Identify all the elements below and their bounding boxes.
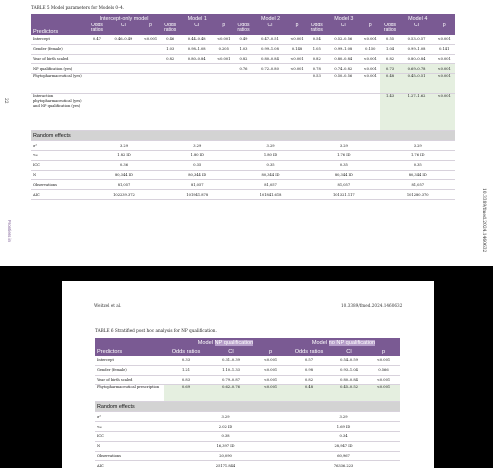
- table-5-re-value: 80,344 ID: [234, 170, 307, 180]
- table-6-re-value: 3.29: [287, 412, 400, 422]
- table-5-re-value: 0.35: [307, 160, 380, 170]
- table-5-cell: 0.78: [307, 64, 326, 74]
- table-5-cell: [234, 94, 253, 131]
- model-b-prefix: Model: [311, 339, 328, 346]
- table-5-cell: [214, 94, 234, 131]
- table-6-re-row: [95, 451, 400, 461]
- model-a-prefix: Model: [197, 339, 213, 346]
- table-5-re-value: 0.36: [87, 160, 160, 170]
- table-5-re-row: [31, 141, 455, 151]
- table-5-re-value: 80,344 ID: [161, 170, 234, 180]
- table-6-predictors-header: Predictors: [95, 347, 164, 356]
- table-5-cell: [87, 94, 106, 131]
- table-5: [31, 14, 455, 200]
- table-5-row: [31, 54, 455, 64]
- table-5-cell: <0.001: [360, 74, 380, 94]
- table-5-cell: 0.80–0.84: [326, 54, 360, 64]
- table-5-re-label: AIC: [31, 190, 87, 200]
- table-6-re-label: N: [95, 441, 164, 451]
- table-5-re-value: 1.76 ID: [380, 150, 455, 160]
- table-5-cell: <0.001: [433, 35, 455, 44]
- table-6-row-label: Intercept: [95, 356, 164, 365]
- table-6-cell: 0.62–0.76: [208, 385, 254, 402]
- table-5-re-value: 0.35: [380, 160, 455, 170]
- table-6-re-value: 3.29: [164, 412, 287, 422]
- table-5-cell: [107, 64, 141, 74]
- table-5-re-row: [31, 150, 455, 160]
- table-5-cell: [180, 74, 214, 94]
- table-5-cell: <0.001: [287, 35, 307, 44]
- table-5-subheader: p: [140, 23, 160, 35]
- table-5-cell: 0.99–1.08: [400, 44, 434, 54]
- table-5-cell: [161, 74, 180, 94]
- table-6-random-effects-row: [95, 402, 400, 412]
- table-5-cell: 0.53–0.57: [400, 35, 434, 44]
- table-5-cell: [140, 94, 160, 131]
- table-6-subheader: p: [367, 347, 400, 356]
- table-5-re-value: 101280.370: [380, 190, 455, 200]
- table-6-cell: 0.33: [164, 356, 208, 365]
- table-6-row-label: Gender (female): [95, 365, 164, 375]
- table-5-cell: [140, 54, 160, 64]
- table-5-re-value: 3.29: [234, 141, 307, 151]
- table-5-re-value: 81,057: [234, 180, 307, 190]
- table-5-cell: [326, 94, 360, 131]
- table-5-cell: 0.46: [161, 35, 180, 44]
- table-5-cell: 0.99–1.08: [326, 44, 360, 54]
- table-5-cell: 1.43: [380, 94, 399, 131]
- table-6-header-blank: [95, 338, 164, 347]
- table-6-cell: <0.001: [367, 375, 400, 385]
- table-5-model-header: Intercept-only model: [87, 14, 160, 23]
- table-5-cell: 0.98–1.08: [180, 44, 214, 54]
- table-5-cell: [87, 64, 106, 74]
- table-6-re-row: [95, 461, 400, 468]
- table-5-cell: <0.001: [360, 35, 380, 44]
- table-6-re-value: 60,967: [287, 451, 400, 461]
- table-5-re-value: 80,344 ID: [87, 170, 160, 180]
- table-6-model-a-header: [164, 338, 287, 347]
- table-5-row-label: NP qualification (yes): [31, 64, 87, 74]
- table-5-re-value: 81,057: [380, 180, 455, 190]
- table-6-re-row: [95, 412, 400, 422]
- table-5-cell: 0.47–0.51: [253, 35, 287, 44]
- table-5-cell: 1.03: [161, 44, 180, 54]
- table-5-cell: 0.82: [234, 54, 253, 64]
- table-5-cell: 0.74–0.82: [326, 64, 360, 74]
- table-5-cell: <0.001: [360, 64, 380, 74]
- table-5-re-row: [31, 180, 455, 190]
- table-5-random-effects-label: Random effects: [31, 131, 455, 141]
- table-5-cell: [360, 94, 380, 131]
- table-5-re-row: [31, 160, 455, 170]
- table-6-random-effects-label: Random effects: [95, 402, 400, 412]
- table-5-cell: [107, 44, 141, 54]
- table-6-re-value: 2.02 ID: [164, 422, 287, 432]
- table-5-re-value: 1.82 ID: [87, 150, 160, 160]
- table-6-subheader: CI: [331, 347, 367, 356]
- table-5-re-value: 3.29: [380, 141, 455, 151]
- table-5-cell: 0.47: [87, 35, 106, 44]
- table-5-re-label: N: [31, 170, 87, 180]
- table-5-cell: 0.80–0.84: [253, 54, 287, 64]
- table-5-cell: 0.50–0.56: [326, 74, 360, 94]
- table-5-subheader: Odds ratios: [380, 23, 399, 35]
- table-5-model-header: Model 1: [161, 14, 234, 23]
- table-5-cell: 0.80–0.84: [180, 54, 214, 64]
- table-5-row-label: Intercept: [31, 35, 87, 44]
- table-5-subheader: p: [360, 23, 380, 35]
- table-6-cell: <0.001: [254, 356, 287, 365]
- model-a-tag: NP qualification: [214, 339, 254, 346]
- table-5-cell: [107, 74, 141, 94]
- table-6-cell: 0.82: [287, 375, 331, 385]
- table-5-re-row: [31, 190, 455, 200]
- table-6-cell: 0.69: [164, 385, 208, 402]
- table-5-cell: <0.001: [287, 64, 307, 74]
- table-6-cell: <0.001: [254, 365, 287, 375]
- table-5-re-value: 101321.117: [307, 190, 380, 200]
- table-6-cell: <0.001: [367, 356, 400, 365]
- table-6-cell: 0.566: [367, 365, 400, 375]
- table-6-cell: 0.54–0.59: [331, 356, 367, 365]
- table-5-cell: 1.27–1.62: [400, 94, 434, 131]
- table-5-cell: [253, 94, 287, 131]
- table-5-row: [31, 44, 455, 54]
- table-5-re-value: 81,057: [307, 180, 380, 190]
- table-5-cell: 0.69–0.78: [400, 64, 434, 74]
- table-6-model-b-header: [287, 338, 400, 347]
- table-5-subheader: p: [214, 23, 234, 35]
- table-5-cell: <0.001: [287, 54, 307, 64]
- table-5-cell: 0.44–0.48: [180, 35, 214, 44]
- table-5-cell: 0.52–0.56: [326, 35, 360, 44]
- table-5-cell: <0.001: [433, 64, 455, 74]
- table-6-re-row: [95, 441, 400, 451]
- table-5-re-value: 101941.878: [161, 190, 234, 200]
- table-5-cell: [307, 94, 326, 131]
- table-5-cell: [140, 64, 160, 74]
- table-5-cell: 0.141: [433, 44, 455, 54]
- journal-name: Frontiers in: [7, 220, 12, 242]
- table-5-subheader: Odds ratios: [234, 23, 253, 35]
- table-6-re-value: 28,947 ID: [287, 441, 400, 451]
- table-6-caption: TABLE 6 Stratified post hoc analysis for NP qualification.: [95, 328, 217, 333]
- table-5-random-effects-row: [31, 131, 455, 141]
- table-5-re-value: 81,057: [161, 180, 234, 190]
- table-5-cell: <0.001: [214, 35, 234, 44]
- table-5-row-label: Year of birth scaled: [31, 54, 87, 64]
- table-5-model-header: Model 2: [234, 14, 307, 23]
- table-5-row-label: Phytopharmaceutical (yes): [31, 74, 87, 94]
- table-5-row-label: Gender (female): [31, 44, 87, 54]
- table-5-row: [31, 35, 455, 44]
- table-5-row: [31, 64, 455, 74]
- table-5-model-header: Model 4: [380, 14, 455, 23]
- table-5-cell: <0.001: [433, 54, 455, 64]
- table-6-subheader: Odds ratios: [164, 347, 208, 356]
- table-6-cell: 1.10–1.33: [208, 365, 254, 375]
- table-5-cell: [287, 94, 307, 131]
- model-b-tag: no NP qualification: [328, 339, 376, 346]
- table-6-cell: 0.93–1.04: [331, 365, 367, 375]
- table-6-cell: 1.21: [164, 365, 208, 375]
- table-5-caption: TABLE 5 Model parameters for Models 0–4.: [31, 5, 125, 10]
- table-6-re-label: τ₀₀: [95, 422, 164, 432]
- table-5-subheader: CI: [180, 23, 214, 35]
- table-5-cell: [214, 64, 234, 74]
- table-5-cell: <0.001: [360, 54, 380, 64]
- table-5-cell: [87, 74, 106, 94]
- page-table-6: [62, 281, 434, 468]
- table-5-cell: 0.150: [360, 44, 380, 54]
- table-5-cell: 0.82: [307, 54, 326, 64]
- table-6-re-value: 0.38: [164, 431, 287, 441]
- table-5-cell: 0.49: [234, 35, 253, 44]
- table-6-re-value: 0.34: [287, 431, 400, 441]
- table-6-subheader: CI: [208, 347, 254, 356]
- table-6-cell: 0.45–0.52: [331, 385, 367, 402]
- table-5-subheader: Odds ratios: [307, 23, 326, 35]
- table-5-cell: [140, 44, 160, 54]
- table-5-cell: [180, 64, 214, 74]
- table-6-row: [95, 385, 400, 402]
- table-5-cell: [107, 54, 141, 64]
- table-5-cell: [180, 94, 214, 131]
- table-5-cell: 0.46–0.49: [107, 35, 141, 44]
- table-6-re-row: [95, 422, 400, 432]
- table-5-re-value: 1.80 ID: [161, 150, 234, 160]
- table-5-subheader: CI: [326, 23, 360, 35]
- table-5-cell: 0.54: [307, 35, 326, 44]
- table-5-cell: [234, 74, 253, 94]
- table-6-row: [95, 356, 400, 365]
- table-5-cell: 0.82: [161, 54, 180, 64]
- table-5-cell: 0.205: [214, 44, 234, 54]
- table-5-re-value: 80,344 ID: [380, 170, 455, 180]
- table-5-re-label: τ₀₀: [31, 150, 87, 160]
- table-6-re-value: 1.69 ID: [287, 422, 400, 432]
- table-6-cell: 0.83: [164, 375, 208, 385]
- table-6-re-label: ICC: [95, 431, 164, 441]
- table-6-re-value: 16,397 ID: [164, 441, 287, 451]
- table-5-cell: 1.05: [307, 44, 326, 54]
- table-6-re-label: Observations: [95, 451, 164, 461]
- table-5-subheader: CI: [107, 23, 141, 35]
- table-5-cell: 0.82: [380, 54, 399, 64]
- table-5-cell: 0.148: [287, 44, 307, 54]
- table-5-re-label: ICC: [31, 160, 87, 170]
- table-6-cell: 0.79–0.87: [208, 375, 254, 385]
- table-6-row: [95, 365, 400, 375]
- table-6-cell: <0.001: [254, 375, 287, 385]
- table-5-row: [31, 94, 455, 131]
- table-5-cell: [287, 74, 307, 94]
- table-6-re-value: 20,090: [164, 451, 287, 461]
- table-5-subheader: CI: [253, 23, 287, 35]
- table-5-cell: [107, 94, 141, 131]
- table-5-subheader: p: [287, 23, 307, 35]
- table-6-cell: <0.001: [367, 385, 400, 402]
- table-6-cell: 0.31–0.39: [208, 356, 254, 365]
- table-6-re-row: [95, 431, 400, 441]
- table-6-subheader: p: [254, 347, 287, 356]
- table-6-cell: 0.48: [287, 385, 331, 402]
- table-5-re-value: 80,344 ID: [307, 170, 380, 180]
- table-6: [95, 338, 400, 468]
- table-5-predictors-header: Predictors: [31, 14, 87, 35]
- table-5-cell: [87, 44, 106, 54]
- table-5-re-label: σ²: [31, 141, 87, 151]
- table-6-subheader: Odds ratios: [287, 347, 331, 356]
- table-5-cell: 0.99–1.08: [253, 44, 287, 54]
- table-5-cell: 0.45–0.51: [400, 74, 434, 94]
- table-5-re-value: 3.29: [307, 141, 380, 151]
- table-5-cell: [87, 54, 106, 64]
- table-5-subheader: p: [433, 23, 455, 35]
- table-5-re-value: 3.29: [161, 141, 234, 151]
- table-5-row-label: Interaction phytopharmaceutical (yes) and NP qualification (yes): [31, 94, 87, 131]
- table-5-cell: <0.001: [433, 94, 455, 131]
- table-6-re-value: 25171.844: [164, 461, 287, 468]
- running-head-authors: Weitzel et al.: [94, 303, 122, 308]
- table-6-re-value: 76336.223: [287, 461, 400, 468]
- table-5-cell: 1.04: [380, 44, 399, 54]
- table-5-cell: 0.76: [234, 64, 253, 74]
- table-6-cell: 0.80–0.84: [331, 375, 367, 385]
- table-5-cell: <0.001: [140, 35, 160, 44]
- table-6-row: [95, 375, 400, 385]
- table-5-cell: [253, 74, 287, 94]
- table-5-cell: 0.80–0.84: [400, 54, 434, 64]
- table-6-re-label: AIC: [95, 461, 164, 468]
- table-5-subheader: Odds ratios: [87, 23, 106, 35]
- table-5-re-value: 101841.618: [234, 190, 307, 200]
- table-5-cell: [140, 74, 160, 94]
- table-5-cell: [161, 64, 180, 74]
- table-5-cell: 0.53: [307, 74, 326, 94]
- doi-side: 10.3389/fmed.2024.1460632: [481, 188, 486, 253]
- table-5-cell: 0.73: [380, 64, 399, 74]
- table-5-cell: 0.48: [380, 74, 399, 94]
- page-number: 22: [3, 98, 8, 104]
- table-5-cell: 0.72–0.80: [253, 64, 287, 74]
- table-6-cell: 0.98: [287, 365, 331, 375]
- table-5-re-label: Observations: [31, 180, 87, 190]
- table-5-subheader: Odds ratios: [161, 23, 180, 35]
- table-5-subheader: CI: [400, 23, 434, 35]
- table-6-row-label: Year of birth scaled: [95, 375, 164, 385]
- table-5-re-value: 81,057: [87, 180, 160, 190]
- table-6-row-label: Phytopharmaceutical prescription: [95, 385, 164, 402]
- table-5-re-value: 0.35: [161, 160, 234, 170]
- table-6-cell: 0.57: [287, 356, 331, 365]
- running-head-doi: 10.3389/fmed.2024.1460632: [341, 303, 403, 308]
- table-5-row: [31, 74, 455, 94]
- table-5-cell: <0.001: [214, 54, 234, 64]
- table-5-cell: [161, 94, 180, 131]
- table-6-cell: <0.001: [254, 385, 287, 402]
- table-5-cell: 0.55: [380, 35, 399, 44]
- table-5-re-value: 1.80 ID: [234, 150, 307, 160]
- table-5-cell: [214, 74, 234, 94]
- table-5-cell: <0.001: [433, 74, 455, 94]
- table-5-cell: 1.03: [234, 44, 253, 54]
- table-6-re-label: σ²: [95, 412, 164, 422]
- table-5-re-value: 0.35: [234, 160, 307, 170]
- table-5-re-value: 1.76 ID: [307, 150, 380, 160]
- table-5-re-value: 102239.372: [87, 190, 160, 200]
- table-5-re-row: [31, 170, 455, 180]
- table-5-model-header: Model 3: [307, 14, 380, 23]
- table-5-re-value: 3.29: [87, 141, 160, 151]
